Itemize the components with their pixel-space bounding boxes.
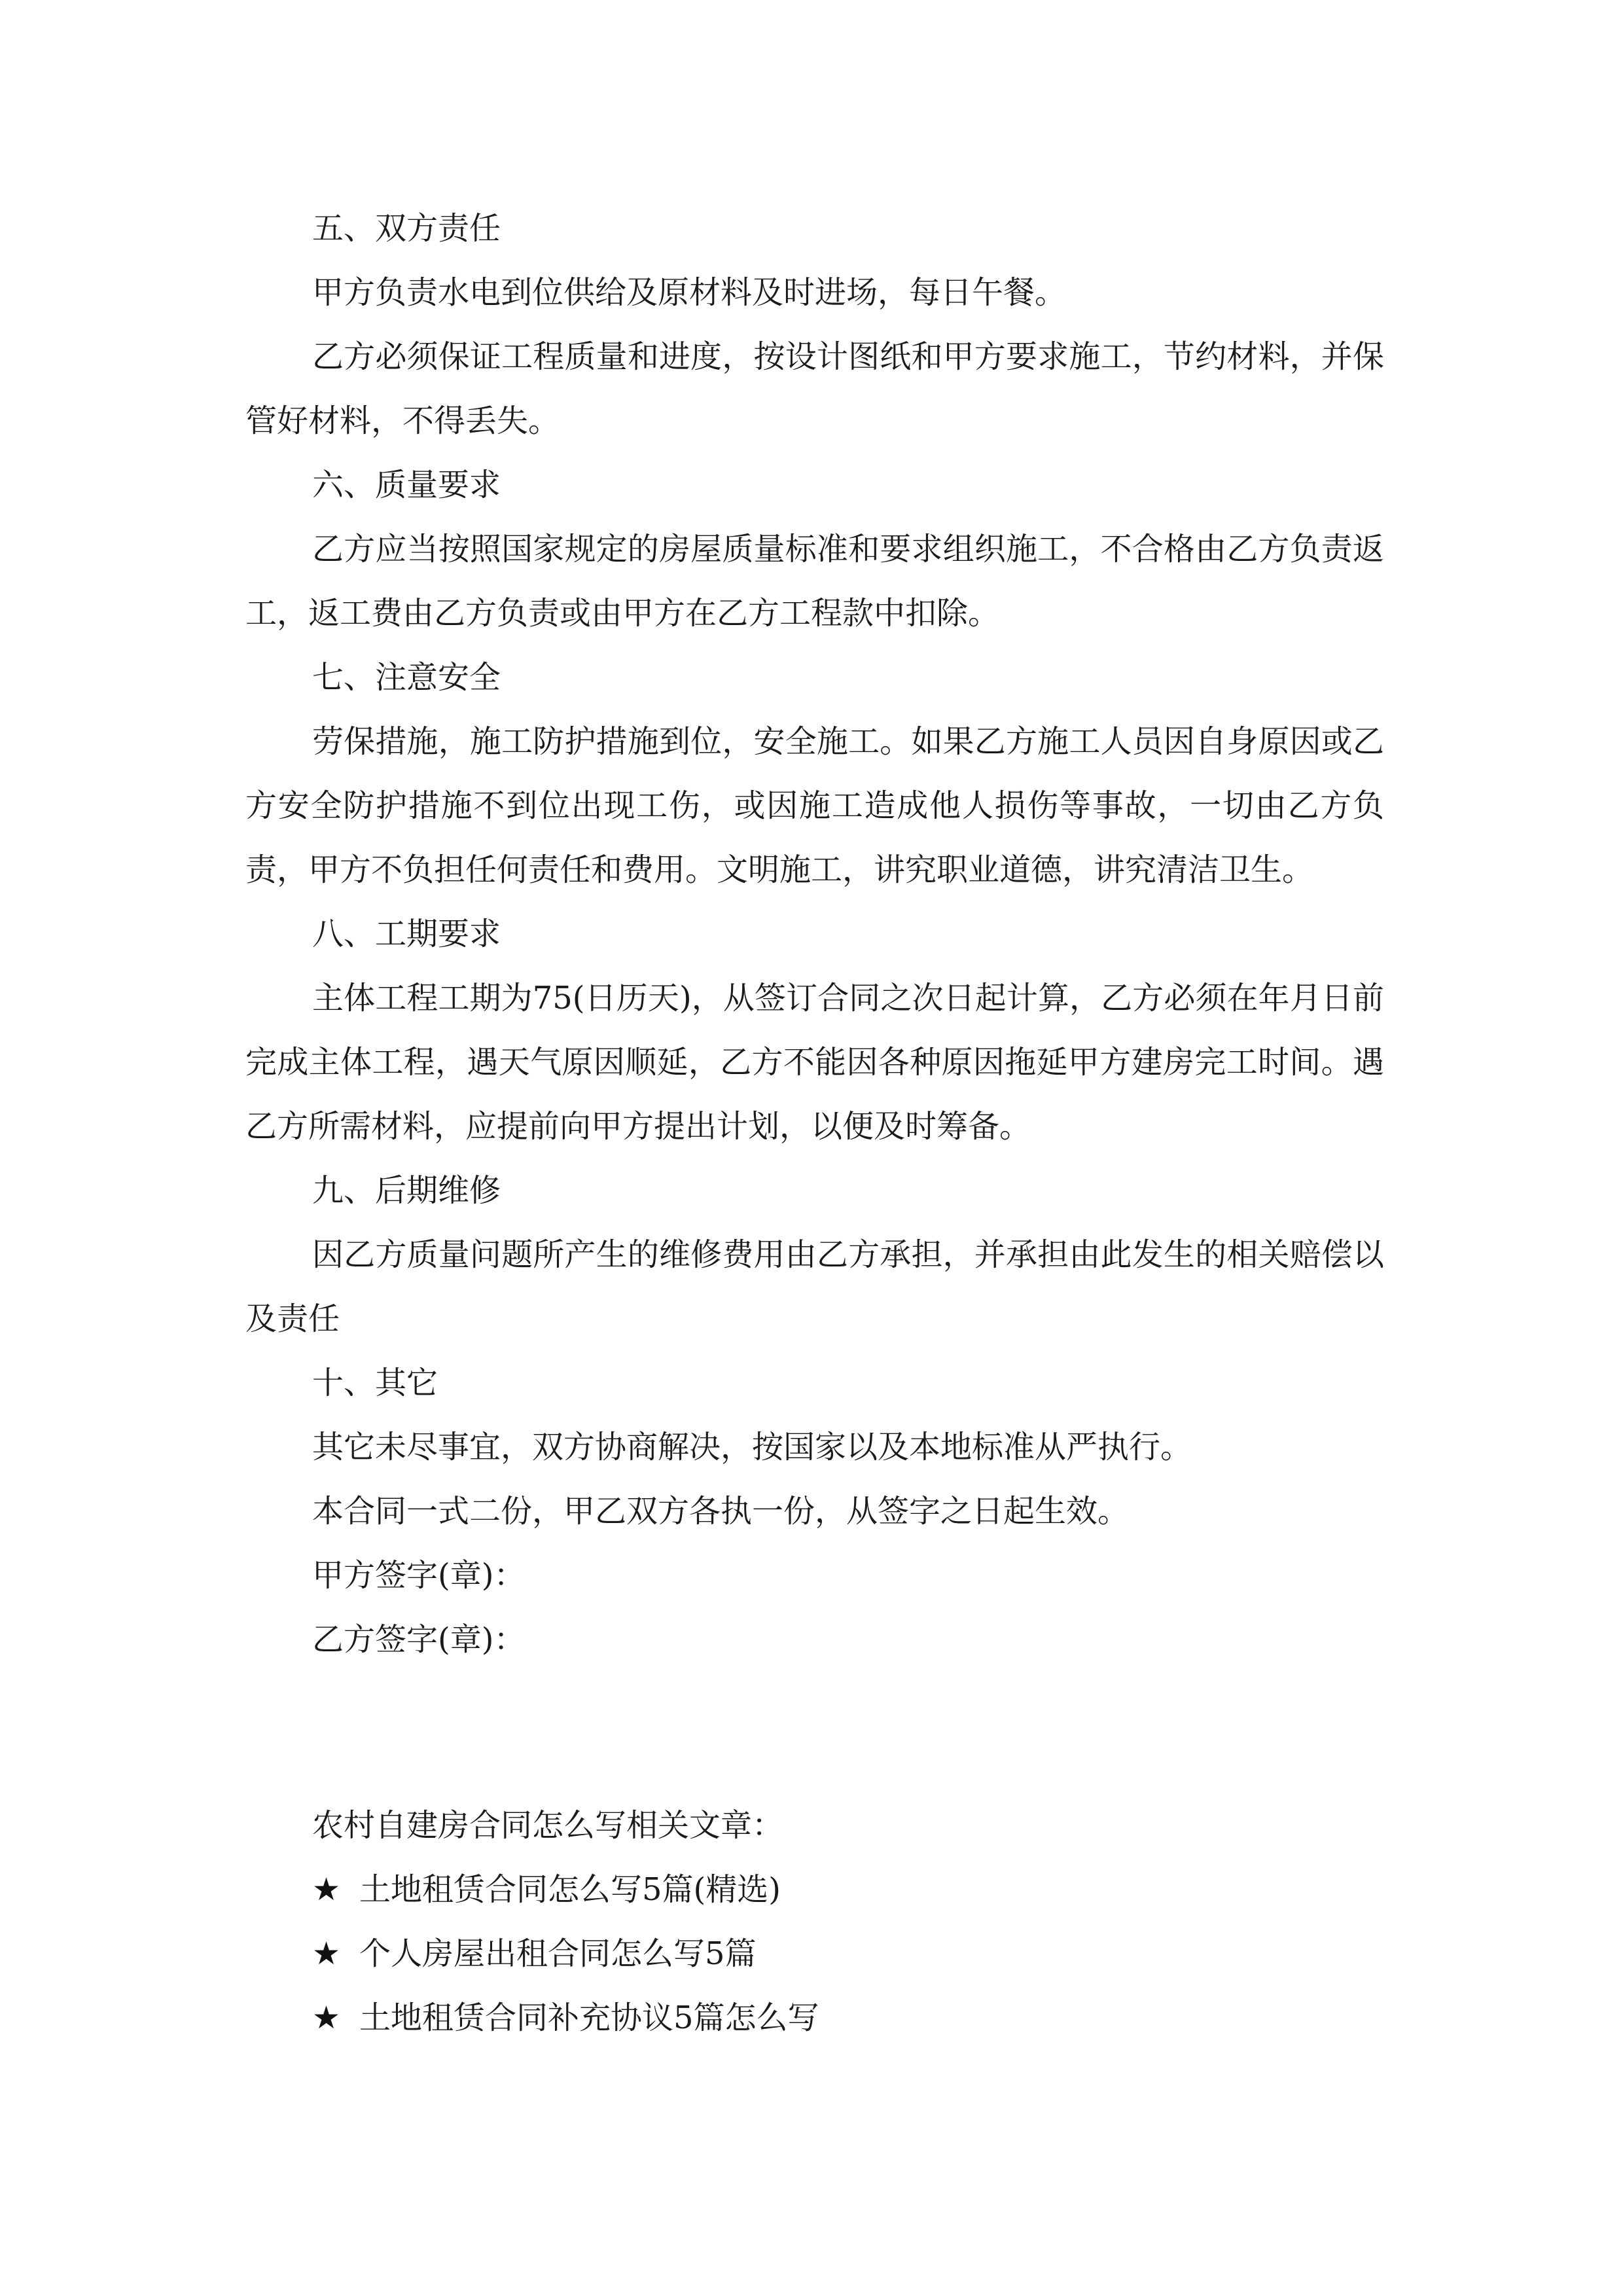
related-article-label: 土地租赁合同补充协议5篇怎么写 [359,2000,819,2036]
section-paragraph: 劳保措施，施工防护措施到位，安全施工。如果乙方施工人员因自身原因或乙方安全防护措施不到位出现工伤，或因施工造成他人损伤等事故，一切由乙方负责，甲方不负担任何责任和费用。文明施工，讲究职业道德，讲究清洁卫生。 [245,723,1384,888]
section-paragraph: 其它未尽事宜，双方协商解决，按国家以及本地标准从严执行。 [312,1429,1192,1465]
section-heading: 十、其它 [312,1365,438,1401]
related-article-link[interactable] [245,1857,1384,1922]
related-articles [245,1793,1384,2050]
star-icon: ★ [312,2000,341,2036]
section-heading: 九、后期维修 [312,1172,501,1209]
star-icon: ★ [312,1871,341,1908]
section-paragraph: 甲方负责水电到位供给及原材料及时进场，每日午餐。 [312,274,1067,311]
section-heading: 六、质量要求 [312,467,501,503]
section-paragraph: 本合同一式二份，甲乙双方各执一份，从签字之日起生效。 [312,1493,1130,1530]
related-article-label: 个人房屋出租合同怎么写5篇 [359,1935,757,1972]
section-paragraph: 主体工程工期为75(日历天)，从签订合同之次日起计算，乙方必须在年月日前完成主体工程，遇天气原因顺延，乙方不能因各种原因拖延甲方建房完工时间。遇乙方所需材料，应提前向甲方提出计划，以便及时筹备。 [245,980,1384,1145]
section-paragraph: 乙方应当按照国家规定的房屋质量标准和要求组织施工，不合格由乙方负责返工，返工费由乙方负责或由甲方在乙方工程款中扣除。 [245,531,1384,632]
section-heading: 七、注意安全 [312,659,501,696]
related-article-label: 土地租赁合同怎么写5篇(精选) [359,1871,781,1908]
party-b-signature: 乙方签字(章)： [312,1621,526,1658]
section-paragraph: 乙方必须保证工程质量和进度，按设计图纸和甲方要求施工，节约材料，并保管好材料，不得丢失。 [245,338,1384,439]
related-article-link[interactable] [245,1986,1384,2050]
section-heading: 八、工期要求 [312,916,501,952]
section-paragraph: 因乙方质量问题所产生的维修费用由乙方承担，并承担由此发生的相关赔偿以及责任 [245,1236,1384,1337]
star-icon: ★ [312,1935,341,1972]
related-article-link[interactable] [245,1922,1384,1986]
contract-body [245,196,1384,1672]
section-heading: 五、双方责任 [312,210,501,247]
related-articles-title: 农村自建房合同怎么写相关文章： [312,1807,784,1844]
party-a-signature: 甲方签字(章)： [312,1557,526,1594]
